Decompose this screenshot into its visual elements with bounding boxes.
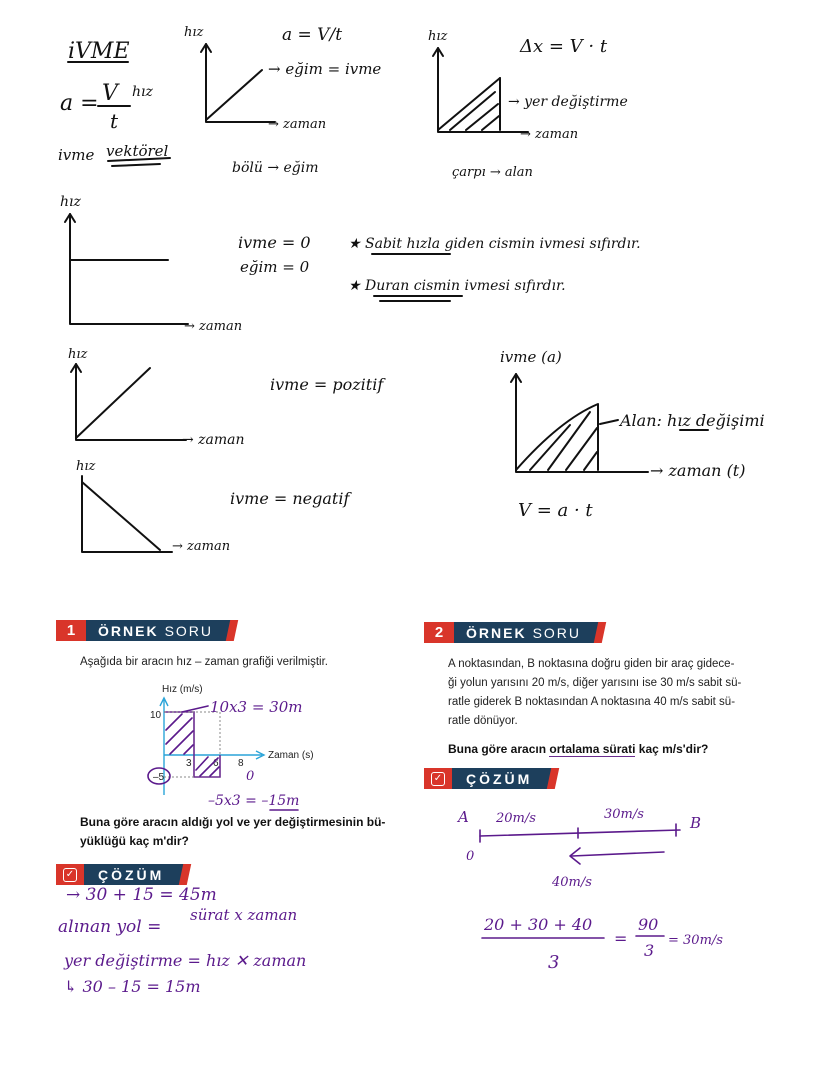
ex2-hand-O: 0	[466, 849, 475, 864]
g2-carpi: çarpı → alan	[452, 165, 533, 180]
g3-axis-x: → zaman	[184, 319, 243, 334]
ex2-hand-eq: =	[614, 929, 628, 948]
example1-intro: Aşağıda bir aracın hız – zaman grafiği verilmiştir.	[80, 656, 328, 668]
example2-title-bold: ÖRNEK	[466, 624, 527, 641]
ivme-title: iVME	[68, 39, 130, 64]
ex1-xlabel: Zaman (s)	[268, 750, 314, 761]
g3-star1: ★ Sabit hızla giden cismin ivmesi sıfırdır.	[348, 236, 641, 252]
ex2-hand-v3: 40m/s	[552, 875, 592, 890]
ex2-hand-num: 20 + 30 + 40	[484, 915, 593, 934]
g1-axis-x: → zaman	[268, 117, 327, 132]
ivme-formula-hiz: hız	[132, 84, 153, 100]
example1-number: 1	[56, 620, 86, 641]
g2-axis-x: → zaman	[520, 127, 579, 142]
g3-ivme: ivme = 0	[238, 233, 311, 252]
g6-formula: V = a · t	[518, 500, 593, 521]
ex1-hand-bottom: –5x3 = –15m	[208, 793, 300, 809]
g2-yer: → yer değiştirme	[508, 94, 628, 110]
ex1-y-top: 10	[150, 710, 162, 721]
example2-solution-label: ÇÖZÜM	[452, 768, 552, 789]
ex1-x-8: 8	[238, 758, 244, 769]
example2-question-post: kaç m/s'dir?	[638, 742, 709, 756]
g3-egim: eğim = 0	[240, 258, 310, 276]
ex1-ylabel: Hız (m/s)	[162, 684, 203, 695]
g5-ivme: ivme = negatif	[230, 489, 350, 508]
ex2-hand-v1: 20m/s	[496, 811, 536, 826]
g6-axis-y: ivme (a)	[500, 348, 562, 366]
g5-axis-y: hız	[76, 459, 96, 474]
ex1-sol-line2b: sürat x zaman	[190, 906, 298, 924]
g5-axis-x: → zaman	[172, 539, 231, 554]
ivme-formula-v: V	[102, 81, 118, 106]
example2-title-rest: SORU	[532, 624, 582, 641]
g3-star2: ★ Duran cismin ivmesi sıfırdır.	[348, 278, 566, 294]
example2-text-line1: A noktasından, B noktasına doğru giden bir araç gidece-	[448, 658, 735, 670]
ex2-hand-eq-den: 3	[644, 941, 655, 960]
g6-alan: Alan: hız değişimi	[620, 411, 765, 430]
example2-question-underlined: ortalama sürati	[549, 742, 636, 756]
g4-ivme: ivme = pozitif	[270, 375, 384, 394]
g1-formula: a = V/t	[282, 25, 343, 45]
example1-question-line1: Buna göre aracın aldığı yol ve yer değiştirmesinin bü-	[80, 815, 386, 829]
g1-bolu: bölü → eğim	[232, 160, 319, 176]
ivme-formula-t: t	[110, 109, 119, 133]
ex1-hand-zero: 0	[246, 769, 255, 784]
example1-solution-label: ÇÖZÜM	[84, 864, 184, 885]
ex1-x-3: 3	[186, 758, 192, 769]
check-icon: ✓	[56, 864, 84, 885]
example1-question-line2: yüklüğü kaç m'dir?	[80, 834, 189, 848]
g1-egim: → eğim = ivme	[268, 60, 382, 78]
ex1-hand-top: 10x3 = 30m	[210, 698, 303, 716]
ex2-return-line	[572, 852, 664, 856]
g4-axis-x: → zaman	[182, 432, 245, 448]
ex1-sol-line4: ↳ 30 – 15 = 15m	[64, 977, 201, 996]
example2-text-line3: ratle giderek B noktasından A noktasına 40 m/s sabit sü-	[448, 696, 736, 708]
ex2-hand-eq-num: 90	[638, 915, 659, 934]
ex1-sol-line3: yer değiştirme = hız ✕ zaman	[64, 951, 307, 970]
example2-question-pre: Buna göre aracın	[448, 742, 547, 756]
example2-text-line4: ratle dönüyor.	[448, 715, 518, 727]
ex2-hand-B: B	[690, 814, 702, 832]
ex1-y-bottom: –5	[153, 772, 165, 783]
g1-axis-y: hız	[184, 25, 204, 40]
ex1-x-6: 6	[213, 758, 219, 769]
ex2-hand-v2: 30m/s	[604, 807, 644, 822]
g6-axis-x: → zaman (t)	[650, 461, 746, 480]
ivme-vektorel-1: ivme	[58, 146, 95, 164]
ivme-vektorel-2: vektörel	[106, 142, 169, 160]
g2-formula: Δx = V · t	[520, 36, 608, 57]
g4-axis-y: hız	[68, 347, 88, 362]
example1-title-rest: SORU	[164, 622, 214, 639]
ex2-line-AB	[480, 830, 680, 836]
example1-title-bold: ÖRNEK	[98, 622, 159, 639]
example2-number: 2	[424, 622, 454, 643]
ex2-hand-result: = 30m/s	[668, 933, 723, 948]
g2-axis-y: hız	[428, 29, 448, 44]
ex1-sol-line1: → 30 + 15 = 45m	[66, 885, 217, 905]
g3-axis-y: hız	[60, 194, 81, 210]
check-icon: ✓	[424, 768, 452, 789]
example2-text-line2: ği yolun yarısını 20 m/s, diğer yarısını ise 30 m/s sabit sü-	[448, 677, 742, 689]
ex2-hand-A: A	[458, 808, 469, 826]
ex1-sol-line2a: alınan yol =	[58, 917, 162, 937]
ivme-formula-a: a =	[60, 91, 99, 116]
ex2-hand-den: 3	[548, 952, 560, 973]
